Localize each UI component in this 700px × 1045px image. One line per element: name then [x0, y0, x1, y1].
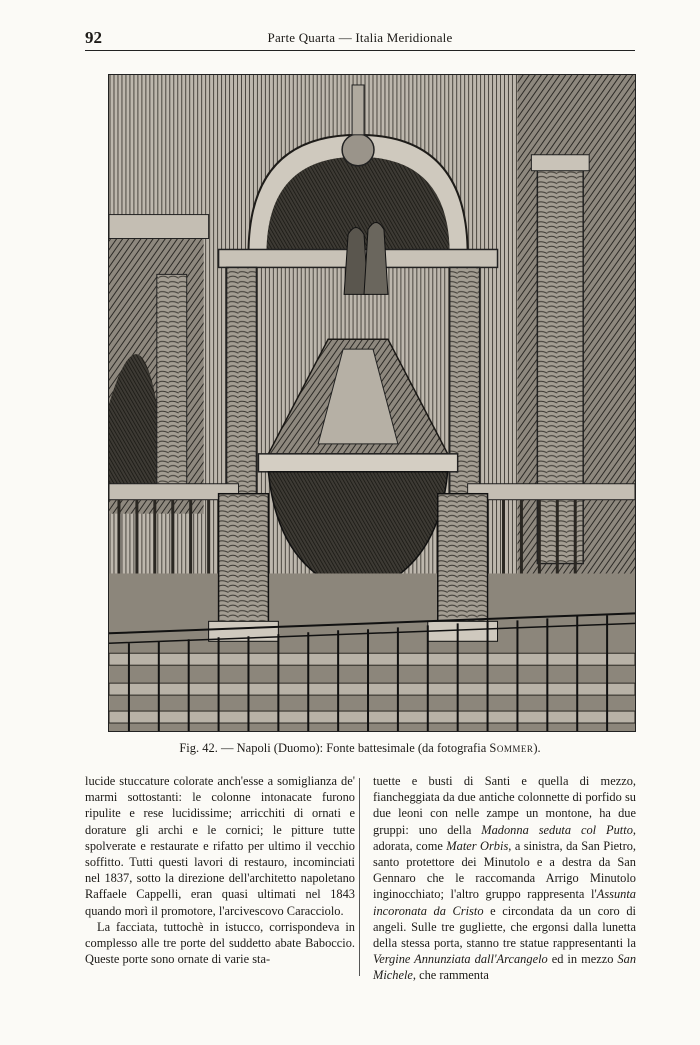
caption-end: ). — [533, 741, 541, 755]
text-run: , adorata, come — [373, 822, 636, 853]
text-run: , a sinistra, da San Pietro, santo protettore dei Minutolo e a destra da San Gennaro che le raccomanda Arrigo Minutolo inginocchiato; l'altro gruppo rappresenta l' — [373, 838, 636, 902]
italic-title: Vergine Annunziata dall'Arcangelo — [373, 952, 548, 967]
caption-author: Sommer — [489, 741, 534, 755]
caption-text: Fig. 42. — Napoli (Duomo): Fonte battesimale (da fotografia — [179, 741, 490, 755]
italic-title: Mater Orbis — [446, 838, 509, 853]
italic-title: Madonna seduta col Putto — [481, 822, 633, 837]
paragraph: lucide stuccature colorate anch'esse a somiglianza de' marmi sottostanti: le colonne intonacate furono ripulite e rese lucidissime; arricchiti di ornati e dorature gli archi e le cornici; le pitture tutte spolverate e restaurate e rifatto per ultimo il vecchio soffitto. Tutti questi lavori di restauro, incominciati nel 1837, sotto la direzione dell'architetto napoletano Raffaele Cappelli, eran quasi ultimati nel 1843 quando morì il promotore, l'arcivescovo Caracciolo. — [85, 774, 355, 918]
right-column — [373, 773, 636, 984]
paragraph: La facciata, tuttochè in istucco, corrispondeva in complesso alle tre porte del suddetto abate Baboccio. Queste porte sono ornate di varie sta- — [85, 919, 355, 967]
figure-caption — [85, 741, 635, 756]
text-run: , che rammenta — [412, 968, 489, 983]
text-run: ed in mezzo — [547, 952, 618, 967]
baptismal-font-engraving — [109, 75, 635, 731]
left-column — [85, 773, 355, 967]
italic-title: San Michele — [373, 952, 637, 983]
engraving-illustration — [108, 74, 636, 732]
text-run: e circondata da un coro di angeli. Sulle tre gugliette, che ergonsi dalla lunetta della stessa porta, stanno tre statue rappresentanti la — [373, 903, 636, 951]
page-header — [85, 28, 635, 51]
page-number: 92 — [85, 28, 102, 47]
paragraph — [373, 773, 636, 984]
italic-title: Assunta incoronata da Cristo — [373, 887, 636, 918]
column-divider — [359, 778, 360, 976]
text-run: tuette e busti di Santi e quella di mezzo, fiancheggiata da due antiche colonnette di porfido su due leoni con nelle zampe un montone, ha due gruppi: uno della — [373, 774, 636, 837]
running-head: Parte Quarta — Italia Meridionale — [267, 30, 453, 45]
